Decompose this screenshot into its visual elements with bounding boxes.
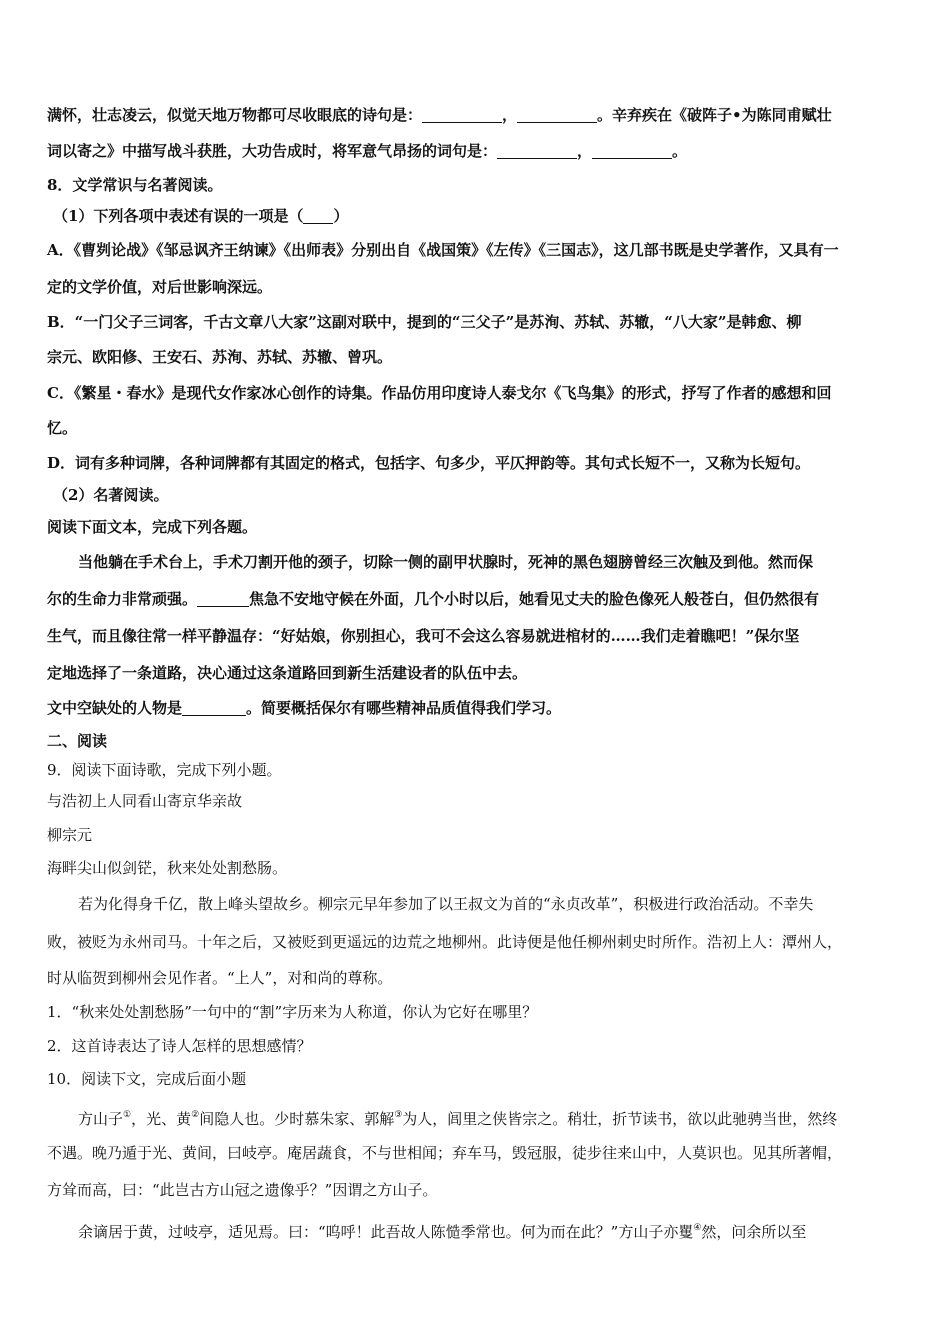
poem-author: 柳宗元 [47, 826, 93, 844]
answer-blank[interactable] [497, 142, 577, 159]
q10-p2-line1: 余谪居于黄，过岐亭，适见焉。曰：“呜呼！此吾故人陈慥季常也。何为而在此？”方山子亦矍④然，问余所以至 [78, 1223, 807, 1241]
footnote-marker: ② [191, 1110, 200, 1120]
q9-note-line1: 若为化得身千亿，散上峰头望故乡。柳宗元早年参加了以王叔文为首的“永贞改革”，积极进行政治活动。不幸失 [78, 895, 814, 913]
footnote-marker: ① [123, 1110, 132, 1120]
q9-note-line3: 时从临贺到柳州会见作者。“上人”，对和尚的尊称。 [47, 969, 393, 987]
answer-blank[interactable] [517, 106, 597, 123]
q8-option-d: D．词有多种词牌，各种词牌都有其固定的格式，包括字、句多少，平仄押韵等。其句式长短不一，又称为长短句。 [47, 454, 811, 472]
q8-passage-line1: 当他躺在手术台上，手术刀割开他的颈子，切除一侧的副甲状腺时，死神的黑色翅膀曾经三次触及到他。然而保 [78, 553, 814, 571]
q10-p1-line2: 不遇。晚乃遁于光、黄间，曰岐亭。庵居蔬食，不与世相闻；弃车马，毁冠服，徒步往来山中，人莫识也。见其所著帽， [47, 1144, 843, 1162]
q10-title: 10．阅读下文，完成后面小题 [47, 1070, 247, 1088]
q8-sub1: （1）下列各项中表述有误的一项是（ ） [53, 207, 349, 225]
q7-line-1: 满怀，壮志凌云，似觉天地万物都可尽收眼底的诗句是： ， 。辛弃疾在《破阵子•为陈同甫赋壮 [47, 106, 832, 124]
answer-blank[interactable] [182, 699, 246, 716]
q8-option-a-line1: A．《曹刿论战》《邹忌讽齐王纳谏》《出师表》分别出自《战国策》《左传》《三国志》，这几部书既是史学著作，又具有一 [47, 241, 839, 259]
q10-p1-line1: 方山子①，光、黄②间隐人也。少时慕朱家、郭解③为人，闾里之侠皆宗之。稍壮，折节读书，欲以此驰骋当世，然终 [78, 1110, 838, 1128]
q8-question: 文中空缺处的人物是 。简要概括保尔有哪些精神品质值得我们学习。 [47, 699, 562, 717]
q8-sub2: （2）名著阅读。 [53, 486, 169, 504]
footnote-marker: ③ [394, 1110, 403, 1120]
q7-line-2: 词以寄之》中描写战斗获胜，大功告成时，将军意气昂扬的词句是： ， 。 [47, 142, 688, 160]
q9-item-1: 1．“秋来处处割愁肠”一句中的“割”字历来为人称道，你认为它好在哪里？ [47, 1003, 538, 1021]
answer-blank[interactable] [197, 590, 249, 607]
q8-passage-line4: 定地选择了一条道路，决心通过这条道路回到新生活建设者的队伍中去。 [47, 664, 528, 682]
q8-option-c-line1: C．《繁星・春水》是现代女作家冰心创作的诗集。作品仿用印度诗人泰戈尔《飞鸟集》的形式，抒写了作者的感想和回 [47, 384, 832, 402]
q8-passage-line3: 生气，而且像往常一样平静温存：“好姑娘，你别担心，我可不会这么容易就进棺材的……我们走着瞧吧！”保尔坚 [47, 627, 800, 645]
q8-option-b-line1: B．“一门父子三词客，千古文章八大家”这副对联中，提到的“三父子”是苏洵、苏轼、苏辙，“八大家”是韩愈、柳 [47, 313, 802, 331]
q9-item-2: 2．这首诗表达了诗人怎样的思想感情？ [47, 1037, 312, 1055]
q7-text: 满怀，壮志凌云，似觉天地万物都可尽收眼底的诗句是： [47, 106, 423, 124]
footnote-marker: ④ [693, 1223, 702, 1233]
q9-title: 9．阅读下面诗歌，完成下列小题。 [47, 761, 282, 779]
poem-title: 与浩初上人同看山寄京华亲故 [47, 792, 243, 810]
q9-note-line2: 败，被贬为永州司马。十年之后，又被贬到更遥远的边荒之地柳州。此诗便是他任柳州刺史时所作。浩初上人：潭州人， [47, 933, 843, 951]
document-page [47, 98, 907, 1249]
q8-read-prompt: 阅读下面文本，完成下列各题。 [47, 518, 258, 536]
q8-option-b-line2: 宗元、欧阳修、王安石、苏洵、苏轼、苏辙、曾巩。 [47, 348, 393, 366]
q8-passage-line2: 尔的生命力非常顽强。 焦急不安地守候在外面，几个小时以后，她看见丈夫的脸色像死人般苍白，但仍然很有 [47, 590, 820, 608]
q7-text: 词以寄之》中描写战斗获胜，大功告成时，将军意气昂扬的词句是： [47, 142, 498, 160]
q10-p1-line3: 方耸而高，曰：“此岂古方山冠之遗像乎？”因谓之方山子。 [47, 1181, 438, 1199]
q8-option-c-line2: 忆。 [47, 419, 78, 437]
section-heading: 二、阅读 [47, 732, 108, 750]
poem-verse: 海畔尖山似剑铓，秋来处处割愁肠。 [47, 859, 288, 877]
answer-blank[interactable] [422, 106, 502, 123]
q8-title: 8．文学常识与名著阅读。 [47, 176, 223, 194]
answer-blank[interactable] [303, 207, 333, 224]
q8-option-a-line2: 定的文学价值，对后世影响深远。 [47, 278, 273, 296]
answer-blank[interactable] [592, 142, 672, 159]
